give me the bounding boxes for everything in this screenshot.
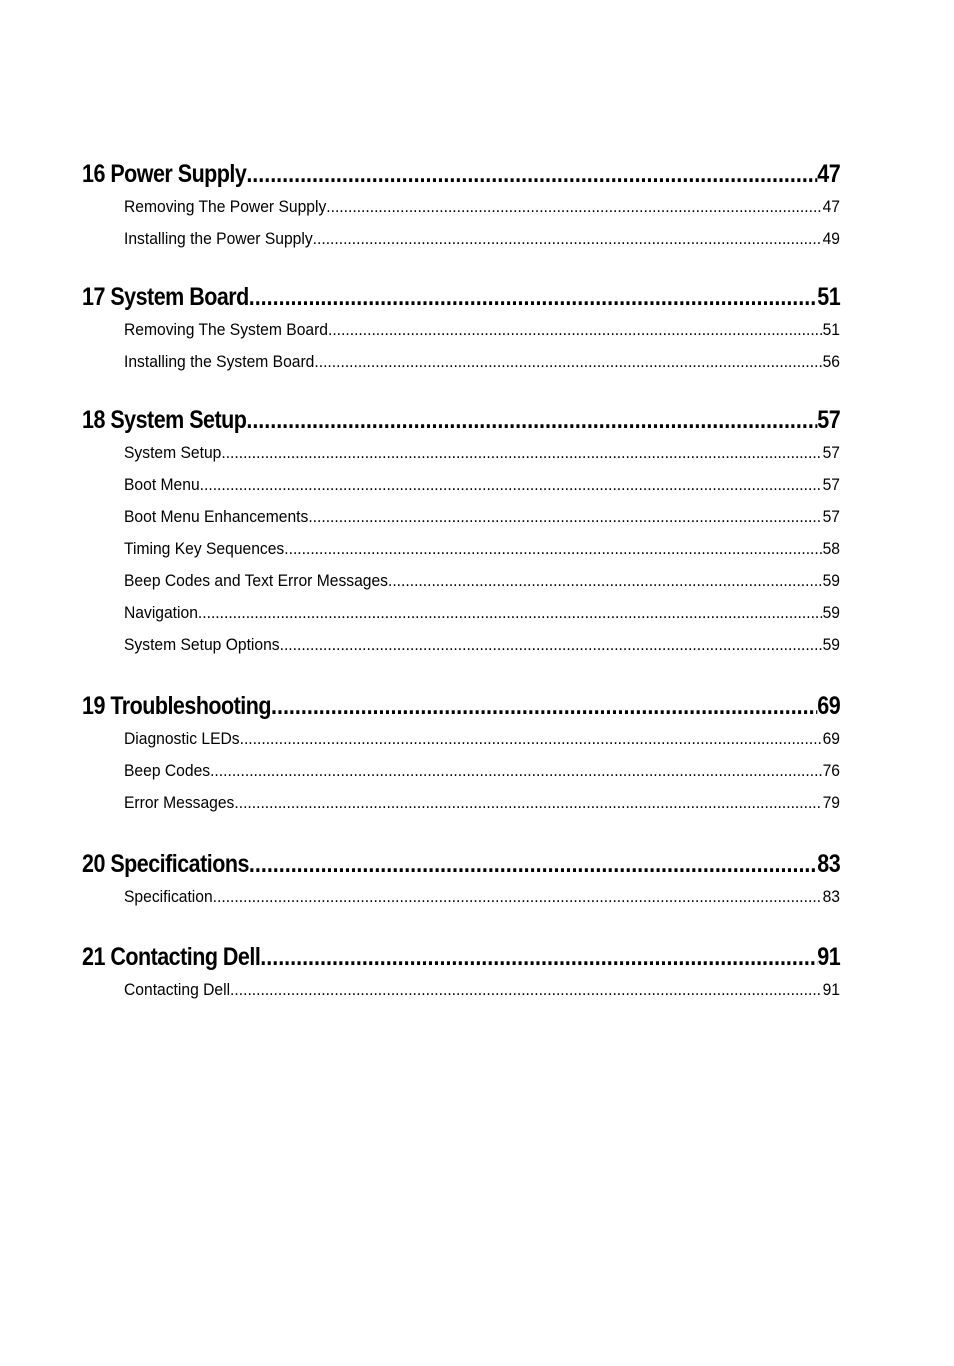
section-title: Diagnostic LEDs (124, 729, 240, 748)
section-title: Removing The System Board (124, 320, 328, 339)
toc-section-entry[interactable] (124, 723, 840, 755)
page-number: 56 (822, 352, 840, 371)
page-number: 59 (822, 635, 840, 654)
section-title: System Setup Options (124, 635, 280, 654)
toc-chapter-17 (82, 280, 840, 378)
section-title: Timing Key Sequences (124, 539, 285, 558)
page-number: 59 (822, 603, 840, 622)
page-number: 49 (822, 229, 840, 248)
toc-section-entry[interactable] (124, 437, 840, 469)
dot-leader (200, 469, 823, 501)
toc-section-entry[interactable] (124, 191, 840, 223)
section-title: Beep Codes and Text Error Messages (124, 571, 388, 590)
dot-leader (198, 597, 823, 629)
section-title: Installing the Power Supply (124, 229, 313, 248)
toc-chapter-entry[interactable] (82, 689, 840, 723)
page-number: 47 (817, 160, 841, 188)
toc-section-entry[interactable] (124, 629, 840, 661)
dot-leader (230, 974, 823, 1006)
toc-chapter-entry[interactable] (82, 157, 840, 191)
dot-leader (280, 629, 823, 661)
dot-leader (249, 847, 817, 881)
dot-leader (246, 157, 817, 191)
dot-leader (260, 940, 817, 974)
toc-section-entry[interactable] (124, 597, 840, 629)
toc-section-entry[interactable] (124, 314, 840, 346)
dot-leader (388, 565, 823, 597)
toc-section-entry[interactable] (124, 565, 840, 597)
toc-chapter-21 (82, 940, 840, 1006)
page-number: 91 (822, 980, 840, 999)
toc-chapter-18 (82, 403, 840, 661)
chapter-title: 17 System Board (82, 283, 249, 311)
page-number: 83 (822, 887, 840, 906)
toc-chapter-entry[interactable] (82, 403, 840, 437)
page-number: 57 (822, 443, 840, 462)
dot-leader (240, 723, 823, 755)
toc-section-entry[interactable] (124, 223, 840, 255)
toc-chapter-19 (82, 689, 840, 819)
section-title: Contacting Dell (124, 980, 231, 999)
chapter-title: 20 Specifications (82, 850, 249, 878)
page-number: 58 (822, 539, 840, 558)
toc-chapter-entry[interactable] (82, 940, 840, 974)
toc-section-entry[interactable] (124, 974, 840, 1006)
dot-leader (221, 437, 822, 469)
chapter-title: 18 System Setup (82, 406, 247, 434)
section-title: Error Messages (124, 793, 235, 812)
page-number: 57 (822, 507, 840, 526)
toc-section-entry[interactable] (124, 501, 840, 533)
toc-section-entry[interactable] (124, 533, 840, 565)
dot-leader (284, 533, 822, 565)
section-title: Specification (124, 887, 213, 906)
page-number: 51 (822, 320, 840, 339)
table-of-contents (82, 157, 840, 1006)
toc-chapter-entry[interactable] (82, 280, 840, 314)
section-title: Navigation (124, 603, 198, 622)
page-number: 79 (822, 793, 840, 812)
dot-leader (213, 881, 823, 913)
page-number: 69 (817, 692, 841, 720)
dot-leader (326, 191, 822, 223)
dot-leader (271, 689, 817, 723)
dot-leader (314, 346, 822, 378)
chapter-title: 19 Troubleshooting (82, 692, 272, 720)
dot-leader (234, 787, 822, 819)
dot-leader (313, 223, 823, 255)
dot-leader (210, 755, 822, 787)
page-number: 91 (817, 943, 841, 971)
toc-section-entry[interactable] (124, 755, 840, 787)
page-number: 83 (817, 850, 841, 878)
page-number: 76 (822, 761, 840, 780)
dot-leader (308, 501, 822, 533)
toc-section-entry[interactable] (124, 881, 840, 913)
page-number: 57 (817, 406, 841, 434)
toc-section-entry[interactable] (124, 346, 840, 378)
chapter-title: 21 Contacting Dell (82, 943, 261, 971)
dot-leader (246, 403, 817, 437)
dot-leader (249, 280, 818, 314)
toc-section-entry[interactable] (124, 469, 840, 501)
chapter-title: 16 Power Supply (82, 160, 247, 188)
toc-section-entry[interactable] (124, 787, 840, 819)
page-number: 51 (817, 283, 841, 311)
section-title: Boot Menu Enhancements (124, 507, 309, 526)
page-number: 59 (822, 571, 840, 590)
section-title: Removing The Power Supply (124, 197, 327, 216)
dot-leader (328, 314, 823, 346)
toc-chapter-16 (82, 157, 840, 255)
page-number: 57 (822, 475, 840, 494)
page-number: 69 (822, 729, 840, 748)
section-title: Installing the System Board (124, 352, 315, 371)
section-title: Beep Codes (124, 761, 211, 780)
section-title: Boot Menu (124, 475, 200, 494)
page-number: 47 (822, 197, 840, 216)
toc-chapter-20 (82, 847, 840, 913)
toc-chapter-entry[interactable] (82, 847, 840, 881)
section-title: System Setup (124, 443, 222, 462)
